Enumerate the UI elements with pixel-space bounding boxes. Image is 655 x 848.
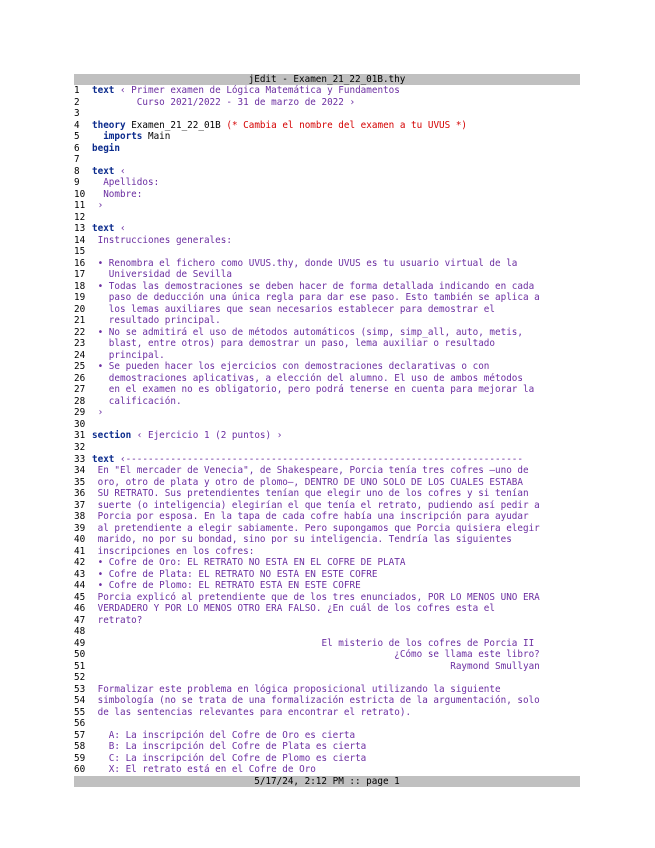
line-content — [92, 85, 580, 97]
line-content — [92, 235, 580, 247]
line-number: 59 — [74, 752, 86, 764]
line-number: 15 — [74, 246, 86, 258]
line-content — [92, 154, 580, 166]
line-content — [92, 281, 580, 293]
code-text: En "El mercader de Venecia", de Shakespeare, Porcia tenía tres cofres —uno de — [92, 465, 529, 477]
code-line — [74, 534, 580, 546]
line-number: 16 — [74, 257, 86, 269]
line-content — [92, 338, 580, 350]
line-number: 14 — [74, 234, 86, 246]
line-content — [92, 97, 580, 109]
line-content — [92, 269, 580, 281]
code-text: Curso 2021/2022 - 31 de marzo de 2022 › — [92, 96, 356, 108]
line-number: 13 — [74, 223, 86, 235]
line-content — [92, 695, 580, 707]
line-number: 48 — [74, 626, 86, 638]
code-line — [74, 684, 580, 696]
line-number: 55 — [74, 706, 86, 718]
code-text: › — [92, 200, 104, 212]
line-number: 9 — [74, 177, 80, 189]
line-number: 47 — [74, 614, 86, 626]
code-line — [74, 97, 580, 109]
line-number: 49 — [74, 637, 86, 649]
code-line — [74, 557, 580, 569]
code-line — [74, 407, 580, 419]
code-line — [74, 741, 580, 753]
code-line — [74, 419, 580, 431]
line-number: 58 — [74, 741, 86, 753]
line-content — [92, 258, 580, 270]
line-number: 29 — [74, 407, 86, 419]
code-line — [74, 546, 580, 558]
line-number: 46 — [74, 603, 86, 615]
line-content — [92, 707, 580, 719]
line-number: 1 — [74, 85, 80, 96]
line-number: 56 — [74, 718, 86, 730]
line-content — [92, 361, 580, 373]
line-content — [92, 718, 580, 730]
code-line — [74, 615, 580, 627]
code-line — [74, 488, 580, 500]
line-number: 57 — [74, 729, 86, 741]
line-content — [92, 304, 580, 316]
line-number: 33 — [74, 453, 86, 465]
code-line — [74, 707, 580, 719]
line-number: 4 — [74, 119, 80, 131]
code-line — [74, 465, 580, 477]
line-content — [92, 638, 580, 650]
line-content — [92, 511, 580, 523]
line-content — [92, 212, 580, 224]
line-content — [92, 430, 580, 442]
code-text: calificación. — [92, 395, 182, 407]
line-content — [92, 764, 580, 776]
code-text: blast, entre otros) para demostrar un paso, lema auxiliar o resultado — [92, 338, 495, 350]
code-line — [74, 511, 580, 523]
line-content — [92, 200, 580, 212]
line-number: 42 — [74, 557, 86, 569]
keyword: theory — [92, 119, 126, 131]
code-text: ‹ Primer examen de Lógica Matemática y Fundamentos — [114, 85, 400, 96]
code-line — [74, 454, 580, 466]
code-text: VERDADERO Y POR LO MENOS OTRO ERA FALSO. ¿En cuál de los cofres esta el — [92, 603, 495, 615]
line-content — [92, 108, 580, 120]
line-content — [92, 327, 580, 339]
line-number: 28 — [74, 395, 86, 407]
line-content — [92, 177, 580, 189]
line-content — [92, 120, 580, 132]
code-text: suerte (o inteligencia) elegirían el que tenía el retrato, pudiendo así pedir a — [92, 499, 540, 511]
code-line — [74, 281, 580, 293]
code-line — [74, 569, 580, 581]
line-content — [92, 465, 580, 477]
code-text: • Cofre de Plomo: EL RETRATO ESTÁ EN ESTE COFRE — [92, 580, 361, 592]
code-text — [92, 131, 103, 142]
code-text: Examen_21_22_01B — [125, 119, 227, 131]
code-line — [74, 304, 580, 316]
code-line — [74, 154, 580, 166]
code-text: Porcia por esposa. En la tapa de cada cofre había una inscripción para ayudar — [92, 511, 529, 523]
code-line — [74, 672, 580, 684]
keyword: text — [92, 85, 115, 96]
code-line — [74, 523, 580, 535]
line-content — [92, 477, 580, 489]
code-line — [74, 212, 580, 224]
line-number: 39 — [74, 522, 86, 534]
code-line — [74, 350, 580, 362]
code-text: Raymond Smullyan — [92, 660, 540, 672]
line-content — [92, 131, 580, 143]
code-line — [74, 500, 580, 512]
line-content — [92, 569, 580, 581]
code-line — [74, 85, 580, 97]
code-text: al pretendiente a elegir sabiamente. Pero supongamos que Porcia quisiera elegir — [92, 522, 540, 534]
code-line — [74, 108, 580, 120]
line-number: 43 — [74, 568, 86, 580]
code-line — [74, 120, 580, 132]
line-content — [92, 407, 580, 419]
code-line — [74, 235, 580, 247]
line-number: 7 — [74, 154, 80, 166]
line-number: 41 — [74, 545, 86, 557]
code-line — [74, 292, 580, 304]
code-text: • Se pueden hacer los ejercicios con demostraciones declarativas o con — [92, 361, 490, 373]
line-number: 37 — [74, 499, 86, 511]
line-content — [92, 672, 580, 684]
code-text: Nombre: — [92, 188, 143, 200]
line-content — [92, 603, 580, 615]
line-number: 27 — [74, 384, 86, 396]
line-content — [92, 615, 580, 627]
code-line — [74, 384, 580, 396]
code-line — [74, 315, 580, 327]
code-text: X: El retrato está en el Cofre de Oro — [92, 764, 316, 776]
line-content — [92, 350, 580, 362]
line-number: 24 — [74, 349, 86, 361]
code-line — [74, 718, 580, 730]
line-number: 23 — [74, 338, 86, 350]
code-line — [74, 131, 580, 143]
code-text: ‹ — [114, 223, 126, 235]
line-number: 17 — [74, 269, 86, 281]
line-content — [92, 488, 580, 500]
code-text: los lemas auxiliares que sean necesarios establecer para demostrar el — [92, 303, 495, 315]
code-text: • No se admitirá el uso de métodos automáticos (simp, simp_all, auto, metis, — [92, 326, 523, 338]
line-number: 40 — [74, 534, 86, 546]
comment: (* Cambia el nombre del examen a tu UVUS *) — [226, 119, 468, 131]
code-line — [74, 269, 580, 281]
code-line — [74, 764, 580, 776]
line-number: 8 — [74, 165, 80, 177]
line-number: 51 — [74, 660, 86, 672]
code-text: paso de deducción una única regla para dar ese paso. Esto también se aplica a — [92, 292, 540, 304]
line-content — [92, 546, 580, 558]
line-number: 31 — [74, 430, 86, 442]
line-content — [92, 419, 580, 431]
code-text: El misterio de los cofres de Porcia II — [92, 637, 535, 649]
code-line — [74, 327, 580, 339]
code-line — [74, 626, 580, 638]
code-text: principal. — [92, 349, 165, 361]
line-number: 20 — [74, 303, 86, 315]
line-content — [92, 580, 580, 592]
code-text: Universidad de Sevilla — [92, 269, 232, 281]
line-content — [92, 373, 580, 385]
line-content — [92, 661, 580, 673]
code-line — [74, 246, 580, 258]
code-text: ‹ Ejercicio 1 (2 puntos) › — [131, 430, 283, 442]
code-line — [74, 442, 580, 454]
line-content — [92, 442, 580, 454]
line-number: 38 — [74, 511, 86, 523]
line-number: 2 — [74, 96, 80, 108]
code-text: Main — [142, 131, 171, 143]
line-number: 52 — [74, 672, 86, 684]
line-number: 5 — [74, 131, 80, 143]
code-text: C: La inscripción del Cofre de Plomo es cierta — [92, 752, 367, 764]
code-text: en el examen no es obligatorio, pero podrá tenerse en cuenta para mejorar la — [92, 384, 535, 396]
code-line — [74, 361, 580, 373]
line-number: 21 — [74, 315, 86, 327]
line-content — [92, 523, 580, 535]
code-text: de las sentencias relevantes para encontrar el retrato). — [92, 706, 412, 718]
code-text: ¿Cómo se llama este libro? — [92, 649, 540, 661]
code-text: › — [92, 407, 104, 419]
code-line — [74, 695, 580, 707]
line-content — [92, 143, 580, 155]
code-text: SU RETRATO. Sus pretendientes tenían que elegir uno de los cofres y si tenían — [92, 488, 529, 500]
line-content — [92, 649, 580, 661]
code-text: oro, otro de plata y otro de plomo—, DENTRO DE UNO SOLO DE LOS CUALES ESTABA — [92, 476, 523, 488]
line-number: 22 — [74, 326, 86, 338]
keyword: imports — [103, 131, 143, 143]
line-number: 50 — [74, 649, 86, 661]
code-line — [74, 258, 580, 270]
line-content — [92, 626, 580, 638]
line-number: 10 — [74, 188, 86, 200]
code-text: ‹ — [114, 165, 126, 177]
line-number: 12 — [74, 211, 86, 223]
keyword: begin — [92, 142, 120, 154]
code-line — [74, 649, 580, 661]
code-line — [74, 730, 580, 742]
code-text: • Renombra el fichero como UVUS.thy, donde UVUS es tu usuario virtual de la — [92, 257, 518, 269]
line-content — [92, 534, 580, 546]
code-line — [74, 200, 580, 212]
code-line — [74, 223, 580, 235]
line-content — [92, 592, 580, 604]
line-number: 44 — [74, 580, 86, 592]
keyword: section — [92, 430, 132, 442]
code-line — [74, 396, 580, 408]
footer-bar: 5/17/24, 2:12 PM :: page 1 — [74, 776, 580, 787]
line-content — [92, 741, 580, 753]
line-content — [92, 454, 580, 466]
line-content — [92, 557, 580, 569]
line-content — [92, 189, 580, 201]
code-line — [74, 661, 580, 673]
code-text: A: La inscripción del Cofre de Oro es cierta — [92, 729, 356, 741]
code-text: retrato? — [92, 614, 143, 626]
line-content — [92, 753, 580, 765]
code-text: • Cofre de Oro: EL RETRATO NO ESTÁ EN EL COFRE DE PLATA — [92, 557, 406, 569]
line-number: 35 — [74, 476, 86, 488]
keyword: text — [92, 165, 115, 177]
line-content — [92, 500, 580, 512]
code-line — [74, 477, 580, 489]
line-number: 54 — [74, 695, 86, 707]
line-number: 6 — [74, 142, 80, 154]
code-text: simbología (no se trata de una formalización estricta de la argumentación, solo — [92, 695, 540, 707]
line-number: 53 — [74, 683, 86, 695]
line-number: 25 — [74, 361, 86, 373]
line-content — [92, 315, 580, 327]
line-content — [92, 166, 580, 178]
line-number: 3 — [74, 108, 80, 120]
line-content — [92, 396, 580, 408]
line-content — [92, 730, 580, 742]
code-line — [74, 638, 580, 650]
code-text: ‹----------------------------------------------------------------------- — [114, 453, 523, 465]
line-content — [92, 384, 580, 396]
keyword: text — [92, 453, 115, 465]
code-line — [74, 603, 580, 615]
code-line — [74, 753, 580, 765]
printed-page — [74, 74, 580, 787]
line-number: 36 — [74, 488, 86, 500]
code-line — [74, 430, 580, 442]
code-line — [74, 580, 580, 592]
line-number: 30 — [74, 418, 86, 430]
line-content — [92, 684, 580, 696]
code-text: Instrucciones generales: — [92, 234, 232, 246]
code-line — [74, 166, 580, 178]
code-text: inscripciones en los cofres: — [92, 545, 255, 557]
code-text: Apellidos: — [92, 177, 160, 189]
line-number: 60 — [74, 764, 86, 776]
code-text: Porcia explicó al pretendiente que de los tres enunciados, POR LO MENOS UNO ERA — [92, 591, 540, 603]
code-text: demostraciones aplicativas, a elección del alumno. El uso de ambos métodos — [92, 372, 523, 384]
code-text: marido, no por su bondad, sino por su inteligencia. Tendría las siguientes — [92, 534, 512, 546]
line-number: 45 — [74, 591, 86, 603]
code-text: • Todas las demostraciones se deben hacer de forma detallada indicando en cada — [92, 280, 535, 292]
line-content — [92, 292, 580, 304]
line-number: 18 — [74, 280, 86, 292]
line-number: 11 — [74, 200, 86, 212]
line-content — [92, 223, 580, 235]
code-text: Formalizar este problema en lógica proposicional utilizando la siguiente — [92, 683, 501, 695]
code-text: resultado principal. — [92, 315, 221, 327]
code-line — [74, 143, 580, 155]
code-line — [74, 373, 580, 385]
line-number: 32 — [74, 441, 86, 453]
line-number: 34 — [74, 465, 86, 477]
code-line — [74, 338, 580, 350]
code-line — [74, 189, 580, 201]
code-line — [74, 592, 580, 604]
line-content — [92, 246, 580, 258]
keyword: text — [92, 223, 115, 235]
line-number: 26 — [74, 372, 86, 384]
line-number: 19 — [74, 292, 86, 304]
code-line — [74, 177, 580, 189]
code-text: B: La inscripción del Cofre de Plata es cierta — [92, 741, 367, 753]
header-bar: jEdit - Examen_21_22_01B.thy — [74, 74, 580, 85]
code-text: • Cofre de Plata: EL RETRATO NO ESTÁ EN ESTE COFRE — [92, 568, 378, 580]
source-lines — [74, 85, 580, 776]
